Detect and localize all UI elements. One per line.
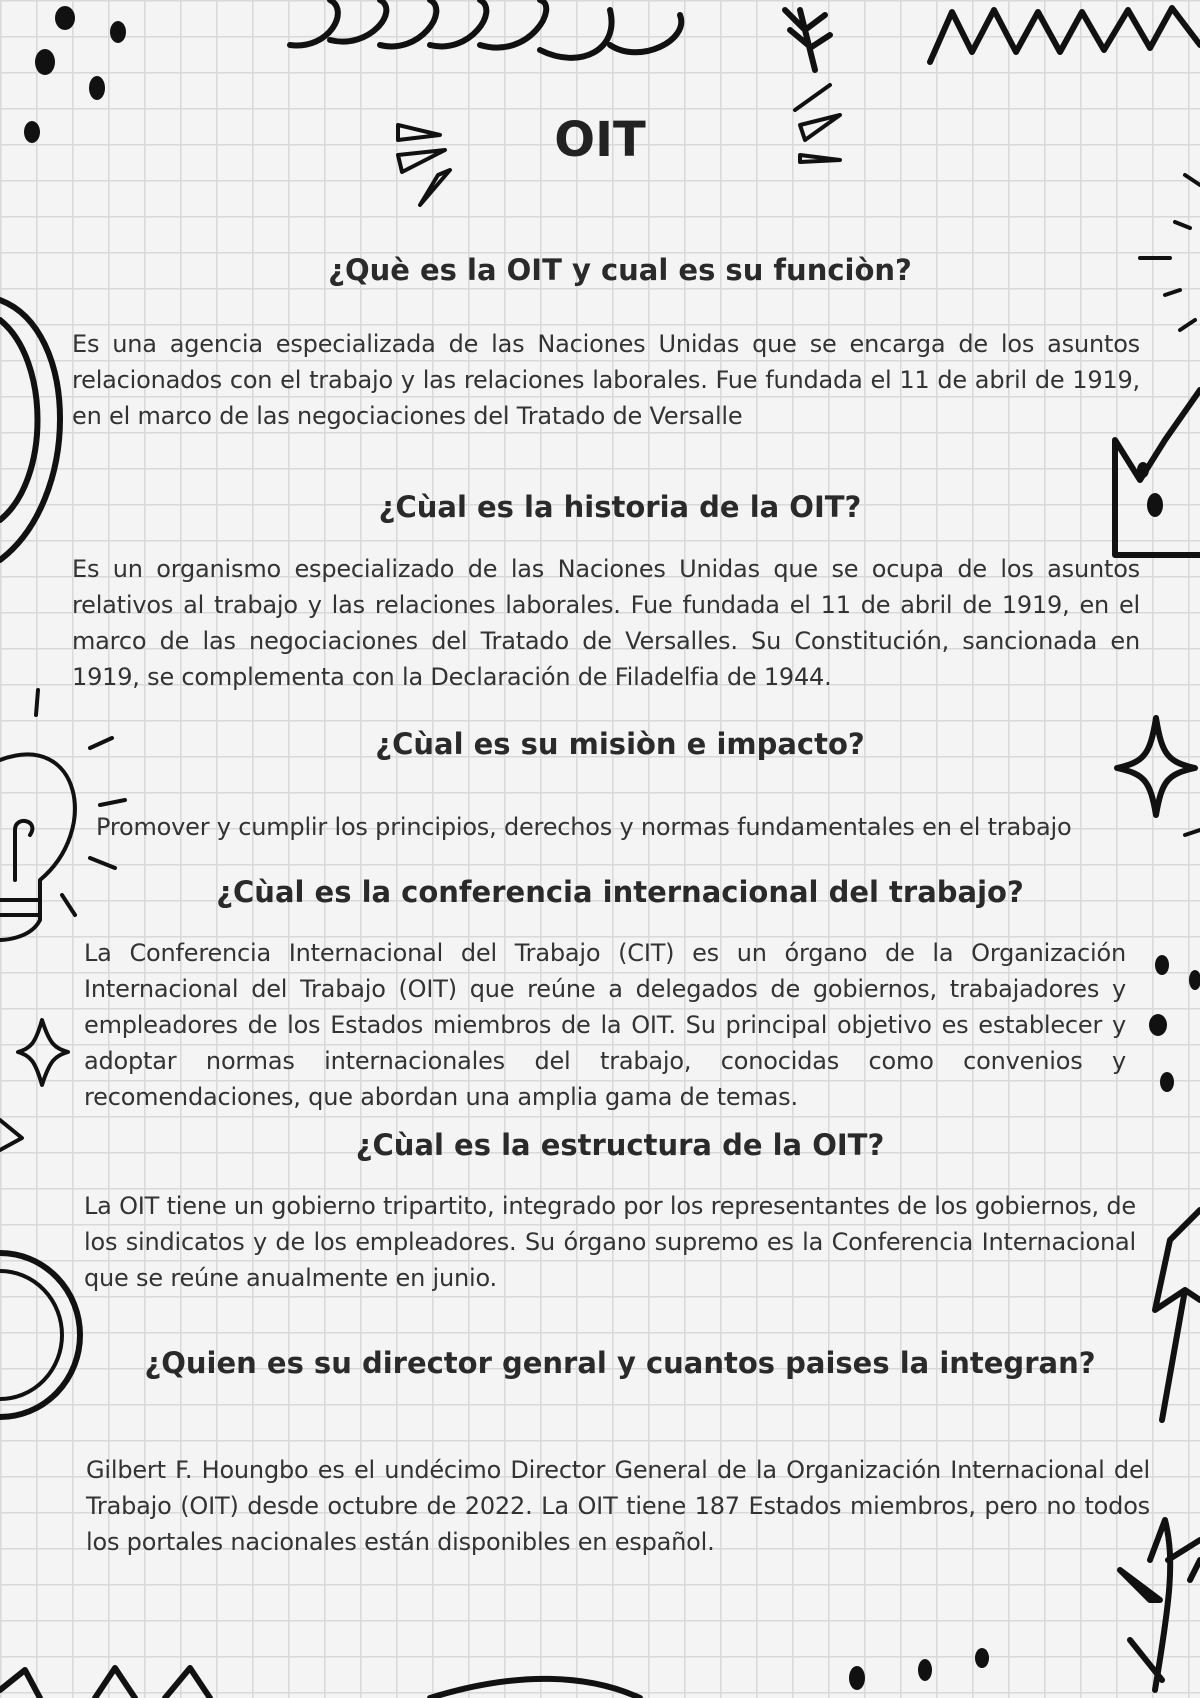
- section-body-history: Es un organismo especializado de las Naciones Unidas que se ocupa de los asuntos relativos al trabajo y las relaciones laborales. Fue fundada el 11 de abril de 1919, en el marco de las negociaciones del Tratado de Versalles. Su Constitución, sancionada en 1919, se complementa con la Declaración de Filadelfia de 1944.: [72, 555, 1140, 691]
- sprout-doodle: [785, 10, 830, 70]
- spikes-doodle: [0, 1668, 210, 1698]
- lightbulb-doodle: [0, 754, 75, 940]
- arc-doodle-bottom: [430, 1679, 640, 1698]
- lightning-doodle: [1155, 1210, 1200, 1420]
- section-heading-mission: ¿Cùal es su misiòn e impacto?: [375, 727, 865, 761]
- loops-scribble: [290, 0, 681, 58]
- section-heading-director: ¿Quien es su director genral y cuantos paises la integran?: [144, 1346, 1096, 1380]
- star-doodle-left: [18, 1020, 68, 1085]
- section-body-conference: La Conferencia Internacional del Trabajo (CIT) es un órgano de la Organización Internacional del Trabajo (OIT) que reúne a delegados de gobiernos, trabajadores y empleadores de los Estados miembros de la OIT. Su principal objetivo es establecer y adoptar normas internacionales del trabajo, conocidas como convenios y recomendaciones, que abordan una amplia gama de temas.: [84, 939, 1126, 1111]
- section-heading-history: ¿Cùal es la historia de la OIT?: [378, 490, 862, 524]
- section-body-mission: Promover y cumplir los principios, derechos y normas fundamentales en el trabajo: [96, 813, 1072, 841]
- section-body-function: Es una agencia especializada de las Naciones Unidas que se encarga de los asuntos relacionados con el trabajo y las relaciones laborales. Fue fundada el 11 de abril de 1919, en el marco de las negociaciones del Tratado de Versalle: [72, 330, 1140, 430]
- section-heading-conference: ¿Cùal es la conferencia internacional del trabajo?: [216, 875, 1024, 909]
- ring-doodle: [0, 1253, 80, 1417]
- section-heading-structure: ¿Cùal es la estructura de la OIT?: [355, 1128, 885, 1162]
- section-body-director: Gilbert F. Houngbo es el undécimo Director General de la Organización Internacional del Trabajo (OIT) desde octubre de 2022. La OIT tiene 187 Estados miembros, pero no todos los portales nacionales están disponibles en español.: [86, 1456, 1150, 1556]
- page-title: OIT: [554, 112, 646, 168]
- zigzag-doodle: [930, 8, 1200, 62]
- section-heading-function: ¿Què es la OIT y cual es su funciòn?: [328, 253, 912, 287]
- section-body-structure: La OIT tiene un gobierno tripartito, integrado por los representantes de los gobiernos, de los sindicatos y de los empleadores. Su órgano supremo es la Conferencia Internacional que se reúne anualmente en junio.: [84, 1192, 1136, 1292]
